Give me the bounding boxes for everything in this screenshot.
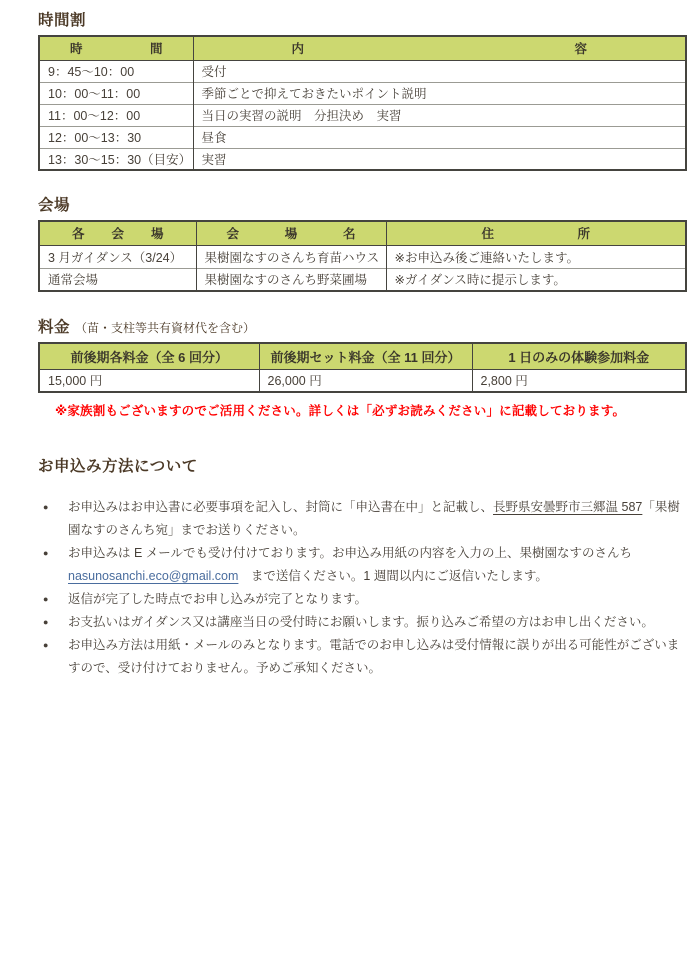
venue-address: ※ガイダンス時に提示します。 bbox=[386, 268, 686, 291]
fees-title-subtitle: （苗・支柱等共有資材代を含む） bbox=[75, 321, 256, 335]
mailing-address: 長野県安曇野市三郷温 587 bbox=[493, 500, 643, 514]
fee-value-set: 26,000 円 bbox=[259, 369, 472, 392]
schedule-content: 昼食 bbox=[193, 126, 686, 148]
family-discount-note: ※家族割もございますのでご活用ください。詳しくは「必ずお読みください」に記載しております。 bbox=[55, 404, 626, 418]
schedule-col-content: 内 容 bbox=[193, 36, 686, 60]
email-link[interactable]: nasunosanchi.eco@gmail.com bbox=[68, 569, 239, 583]
list-item: ● お支払いはガイダンス又は講座当日の受付時にお願いします。振り込みご希望の方はお申し出ください。 bbox=[38, 611, 687, 634]
venue-col-each: 各 会 場 bbox=[39, 221, 196, 245]
schedule-content: 季節ごとで抑えておきたいポイント説明 bbox=[193, 82, 686, 104]
table-row bbox=[39, 268, 686, 291]
apply-b1-tail: 「果樹園なすのさんち宛」までお送りください。 bbox=[68, 500, 680, 537]
table-row bbox=[39, 60, 686, 82]
table-row bbox=[39, 245, 686, 268]
schedule-time: 11：00～12：00 bbox=[39, 104, 193, 126]
apply-b1-pre: お申込みはお申込書に必要事項を記入し、封筒に「申込書在中」と記載し、 bbox=[68, 500, 494, 514]
venue-name: 3 月ガイダンス（3/24） bbox=[39, 245, 196, 268]
apply-section-title: お申込み方法について bbox=[38, 458, 198, 475]
apply-bullet-list bbox=[38, 496, 687, 680]
apply-b2-pre: お申込みは E メールでも受け付けております。お申込み用紙の内容を入力の上、果樹園なすのさんち bbox=[68, 546, 633, 560]
venue-section-title: 会場 bbox=[38, 197, 71, 214]
table-row bbox=[39, 104, 686, 126]
schedule-time: 9：45～10：00 bbox=[39, 60, 193, 82]
fees-col-set: 前後期セット料金（全 11 回分） bbox=[259, 343, 472, 369]
venue-table bbox=[38, 220, 687, 292]
apply-b2-tail: まで送信ください。1 週間以内にご返信いたします。 bbox=[238, 569, 548, 583]
venue-header-row bbox=[39, 221, 686, 245]
fees-header-row bbox=[39, 343, 686, 369]
schedule-header-row bbox=[39, 36, 686, 60]
table-row bbox=[39, 369, 686, 392]
schedule-time: 13：30～15：30（目安） bbox=[39, 148, 193, 170]
fee-value-trial: 2,800 円 bbox=[472, 369, 686, 392]
fees-table bbox=[38, 342, 687, 393]
list-item bbox=[38, 496, 687, 542]
schedule-table bbox=[38, 35, 687, 171]
schedule-time: 10：00～11：00 bbox=[39, 82, 193, 104]
schedule-section-title: 時間割 bbox=[38, 12, 87, 29]
fees-col-trial: 1 日のみの体験参加料金 bbox=[472, 343, 686, 369]
list-item: ● 返信が完了した時点でお申し込みが完了となります。 bbox=[38, 588, 687, 611]
schedule-content: 受付 bbox=[193, 60, 686, 82]
schedule-time: 12：00～13：30 bbox=[39, 126, 193, 148]
schedule-col-time: 時 間 bbox=[39, 36, 193, 60]
fees-title-main: 料金 bbox=[38, 319, 71, 336]
fee-value-each: 15,000 円 bbox=[39, 369, 259, 392]
venue-name: 通常会場 bbox=[39, 268, 196, 291]
venue-col-address: 住 所 bbox=[386, 221, 686, 245]
schedule-content: 実習 bbox=[193, 148, 686, 170]
venue-place: 果樹園なすのさんち育苗ハウス bbox=[196, 245, 386, 268]
table-row bbox=[39, 82, 686, 104]
venue-place: 果樹園なすのさんち野菜圃場 bbox=[196, 268, 386, 291]
venue-col-name: 会 場 名 bbox=[196, 221, 386, 245]
fees-col-each: 前後期各料金（全 6 回分） bbox=[39, 343, 259, 369]
list-item: ● お申込み方法は用紙・メールのみとなります。電話でのお申し込みは受付情報に誤りが出る可能性がございますので、受け付けておりません。予めご承知ください。 bbox=[38, 634, 687, 680]
fees-section-title bbox=[38, 315, 687, 337]
venue-address: ※お申込み後ご連絡いたします。 bbox=[386, 245, 686, 268]
table-row bbox=[39, 126, 686, 148]
list-item bbox=[38, 542, 687, 588]
schedule-content: 当日の実習の説明 分担決め 実習 bbox=[193, 104, 686, 126]
table-row bbox=[39, 148, 686, 170]
